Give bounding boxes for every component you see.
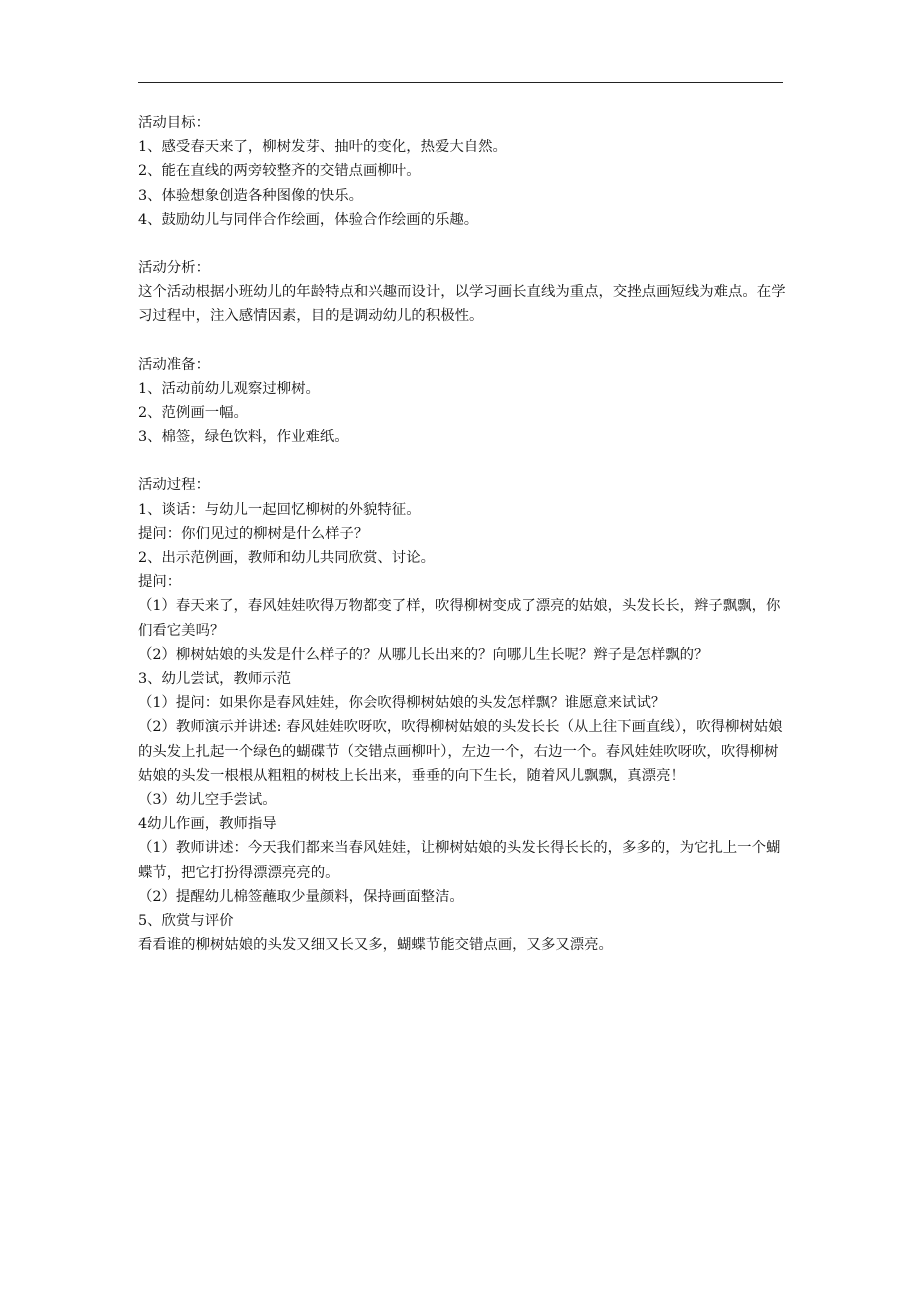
section-gap: [138, 232, 786, 256]
process-line: 1、谈话：与幼儿一起回忆柳树的外貌特征。: [138, 501, 421, 518]
preparation-heading: 活动准备：: [138, 356, 210, 373]
preparation-item: 2、范例画一幅。: [138, 405, 248, 422]
document-body: [138, 111, 786, 958]
process-line: 看看谁的柳树姑娘的头发又细又长又多，蝴蝶节能交错点画，又多又漂亮。: [138, 937, 613, 954]
process-line: （1）教师讲述：今天我们都来当春风娃娃，让柳树姑娘的头发长得长长的，多多的，为它扎上一个蝴蝶节，把它打扮得漂漂亮亮的。: [138, 840, 781, 881]
process-line: 5、欣赏与评价: [138, 913, 234, 930]
process-line: （3）幼儿空手尝试。: [138, 792, 277, 809]
process-line: （1）提问：如果你是春风娃娃，你会吹得柳树姑娘的头发怎样飘？谁愿意来试试？: [138, 695, 666, 712]
goals-heading: 活动目标：: [138, 115, 210, 131]
process-line: 提问：: [138, 574, 182, 591]
process-line: （2）柳树姑娘的头发是什么样子的？从哪儿长出来的？向哪儿生长呢？辫子是怎样飘的？: [138, 646, 709, 663]
preparation-section: [138, 353, 786, 450]
process-heading: 活动过程：: [138, 477, 210, 494]
goals-section: [138, 111, 786, 232]
analysis-text: 这个活动根据小班幼儿的年龄特点和兴趣而设计，以学习画长直线为重点，交挫点画短线为难点。在学习过程中，注入感情因素，目的是调动幼儿的积极性。: [138, 284, 786, 325]
goal-item: 3、体验想象创造各种图像的快乐。: [138, 187, 364, 204]
analysis-heading: 活动分析：: [138, 260, 210, 277]
section-gap: [138, 449, 786, 473]
process-line: 4幼儿作画，教师指导: [138, 816, 277, 833]
process-line: 3、幼儿尝试，教师示范: [138, 671, 292, 688]
goal-item: 1、感受春天来了，柳树发芽、抽叶的变化，热爱大自然。: [138, 139, 507, 156]
process-line: （2）提醒幼儿棉签蘸取少量颜料，保持画面整洁。: [138, 888, 464, 905]
section-gap: [138, 329, 786, 353]
goal-item: 2、能在直线的两旁较整齐的交错点画柳叶。: [138, 163, 421, 180]
process-line: 提问：你们见过的柳树是什么样子？: [138, 525, 369, 542]
process-line: （2）教师演示并讲述: 春风娃娃吹呀吹，吹得柳树姑娘的头发长长（从上往下画直线），吹得柳树姑娘的头发上扎起一个绿色的蝴碟节（交错点画柳叶），左边一个，右边一个。春风娃娃吹呀吹，吹得柳树姑娘的头发一根根从粗粗的树枝上长出来，垂垂的向下生长，随着风儿飘飘，真漂亮！: [138, 719, 783, 784]
preparation-item: 1、活动前幼儿观察过柳树。: [138, 380, 320, 397]
preparation-item: 3、棉签，绿色饮料，作业难纸。: [138, 429, 349, 446]
header-rule: [138, 82, 783, 83]
analysis-section: [138, 256, 786, 329]
process-line: （1）春天来了，春风娃娃吹得万物都变了样，吹得柳树变成了漂亮的姑娘，头发长长，辫子飘飘，你们看它美吗？: [138, 598, 781, 639]
process-section: [138, 473, 786, 957]
process-line: 2、出示范例画，教师和幼儿共同欣赏、讨论。: [138, 550, 435, 567]
goal-item: 4、鼓励幼儿与同伴合作绘画，体验合作绘画的乐趣。: [138, 211, 479, 228]
